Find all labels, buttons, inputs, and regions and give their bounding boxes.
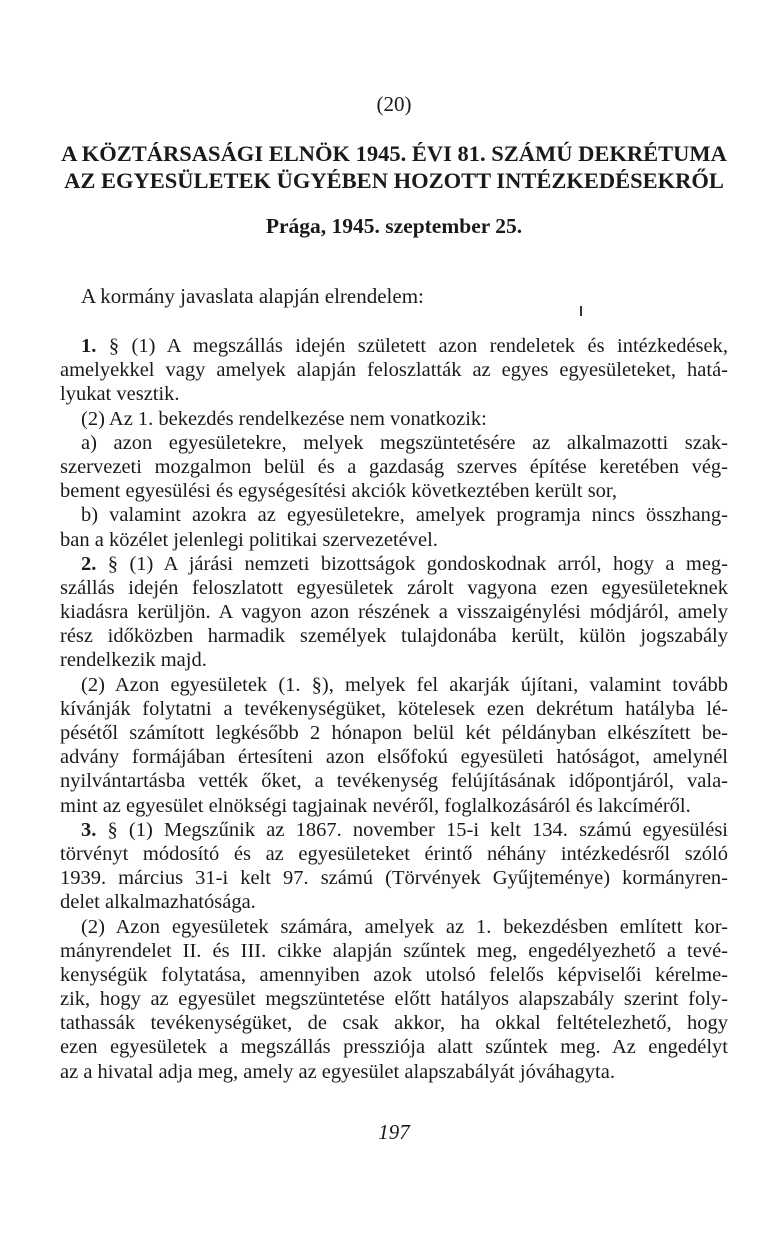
document-page [60, 0, 728, 1243]
section-3-line-3: 1939. március 31-i kelt 97. számú (Törvények Gyűjteménye) kormányren- [60, 867, 728, 890]
title-line-1: A KÖZTÁRSASÁGI ELNÖK 1945. ÉVI 81. SZÁMÚ DEKRÉTUMA [61, 141, 727, 166]
decree-body [60, 334, 728, 1084]
section-1-line-4: (2) Az 1. bekezdés rendelkezése nem vonatkozik: [81, 407, 487, 430]
section-2-line-9: advány formájában értesíteni azon elsőfokú egyesületi hatóságot, amelynél [60, 746, 728, 769]
scan-mark [580, 306, 582, 316]
section-3-line-5: (2) Azon egyesületek számára, amelyek az 1. bekezdésben említett kor- [81, 915, 728, 938]
title-line-2: AZ EGYESÜLETEK ÜGYÉBEN HOZOTT INTÉZKEDÉSEKRŐL [64, 168, 724, 193]
section-2-number: 2. [81, 552, 97, 575]
section-3-line-11: az a hivatal adja meg, amely az egyesület alapszabályát jóváhagyta. [60, 1060, 615, 1083]
section-1-number: 1. [81, 335, 97, 357]
section-3-line-10: ezen egyesületek a megszállás pressziója alatt szűntek meg. Az engedélyt [60, 1036, 728, 1059]
section-1-line-9: ban a közélet jelenlegi politikai szervezetével. [60, 528, 438, 551]
section-3-line-2: törvényt módosító és az egyesületeket érintő néhány intézkedésről szóló [60, 842, 728, 865]
section-3-line-8: zik, hogy az egyesület megszüntetése előtt hatályos alapszabály szerint foly- [60, 988, 728, 1011]
decree-title [60, 140, 728, 194]
section-2-line-8: pésétől számított legkésőbb 2 hónapon belül két példányban elkészített be- [60, 722, 728, 744]
section-3-line-6: mányrendelet II. és III. cikke alapján szűntek meg, engedélyezhető a tevé- [60, 939, 728, 962]
section-1-line-3: lyukat vesztik. [60, 383, 180, 406]
section-3-line-7: kenységük folytatása, amennyiben azok utolsó felelős képviselői kérelme- [60, 963, 728, 986]
section-1-line-8: b) valamint azokra az egyesületekre, amelyek programja nincs összhang- [81, 504, 728, 527]
section-1-line-6: szervezeti mozgalmon belül és a gazdaság szerves építése keretében vég- [60, 455, 728, 478]
section-1-line-1 [60, 334, 728, 358]
section-2-line-11: mint az egyesület elnökségi tagjainak nevéről, foglalkozásáról és lakcíméről. [60, 794, 691, 817]
section-2-line-3: kiadásra kerüljön. A vagyon azon részének a visszaigénylési módjáról, amely [60, 601, 728, 624]
section-2-line-7: kívánják folytatni a tevékenységüket, kötelesek ezen dekrétum hatályba lé- [60, 697, 728, 720]
section-1-line-2: amelyekkel vagy amelyek alapján feloszlatták az egyes egyesületeket, hatá- [60, 359, 728, 382]
section-2-line-5: rendelkezik majd. [60, 649, 207, 672]
section-1-text-1: § (1) A megszállás idején született azon rendeletek és intézkedések, [108, 335, 729, 357]
section-2-text-1: § (1) A járási nemzeti bizottságok gondoskodnak arról, hogy a meg- [107, 552, 729, 575]
preamble: A kormány javaslata alapján elrendelem: [81, 284, 424, 308]
section-2-line-10: nyilvántartásba vették őket, a tevékenység felújításának időpontjáról, vala- [60, 770, 728, 793]
section-2-line-6: (2) Azon egyesületek (1. §), melyek fel akarják újítani, valamint tovább [81, 673, 728, 696]
section-3-text-1: § (1) Megszűnik az 1867. november 15-i kelt 134. számú egyesülési [107, 818, 728, 841]
section-3-line-9: tathassák tevékenységüket, de csak akkor, ha okkal feltételezhető, hogy [60, 1012, 728, 1035]
section-2-line-2: szállás idején feloszlatott egyesületek zárolt vagyona ezen egyesületeknek [60, 576, 728, 599]
section-3-number: 3. [81, 818, 97, 841]
section-1-line-7: bement egyesülési és egységesítési akciók következtében került sor, [60, 480, 618, 503]
place-and-date: Prága, 1945. szeptember 25. [265, 214, 523, 238]
page-number: 197 [378, 1120, 410, 1144]
document-number: (20) [376, 92, 412, 116]
section-3-line-4: delet alkalmazhatósága. [60, 891, 256, 914]
section-2-line-4: rész időközben harmadik személyek tulajdonába került, külön jogszabály [60, 625, 728, 648]
section-1-line-5: a) azon egyesületekre, melyek megszüntetésére az alkalmazotti szak- [81, 431, 728, 454]
section-2-line-1 [60, 552, 728, 576]
section-3-line-1 [60, 818, 728, 842]
